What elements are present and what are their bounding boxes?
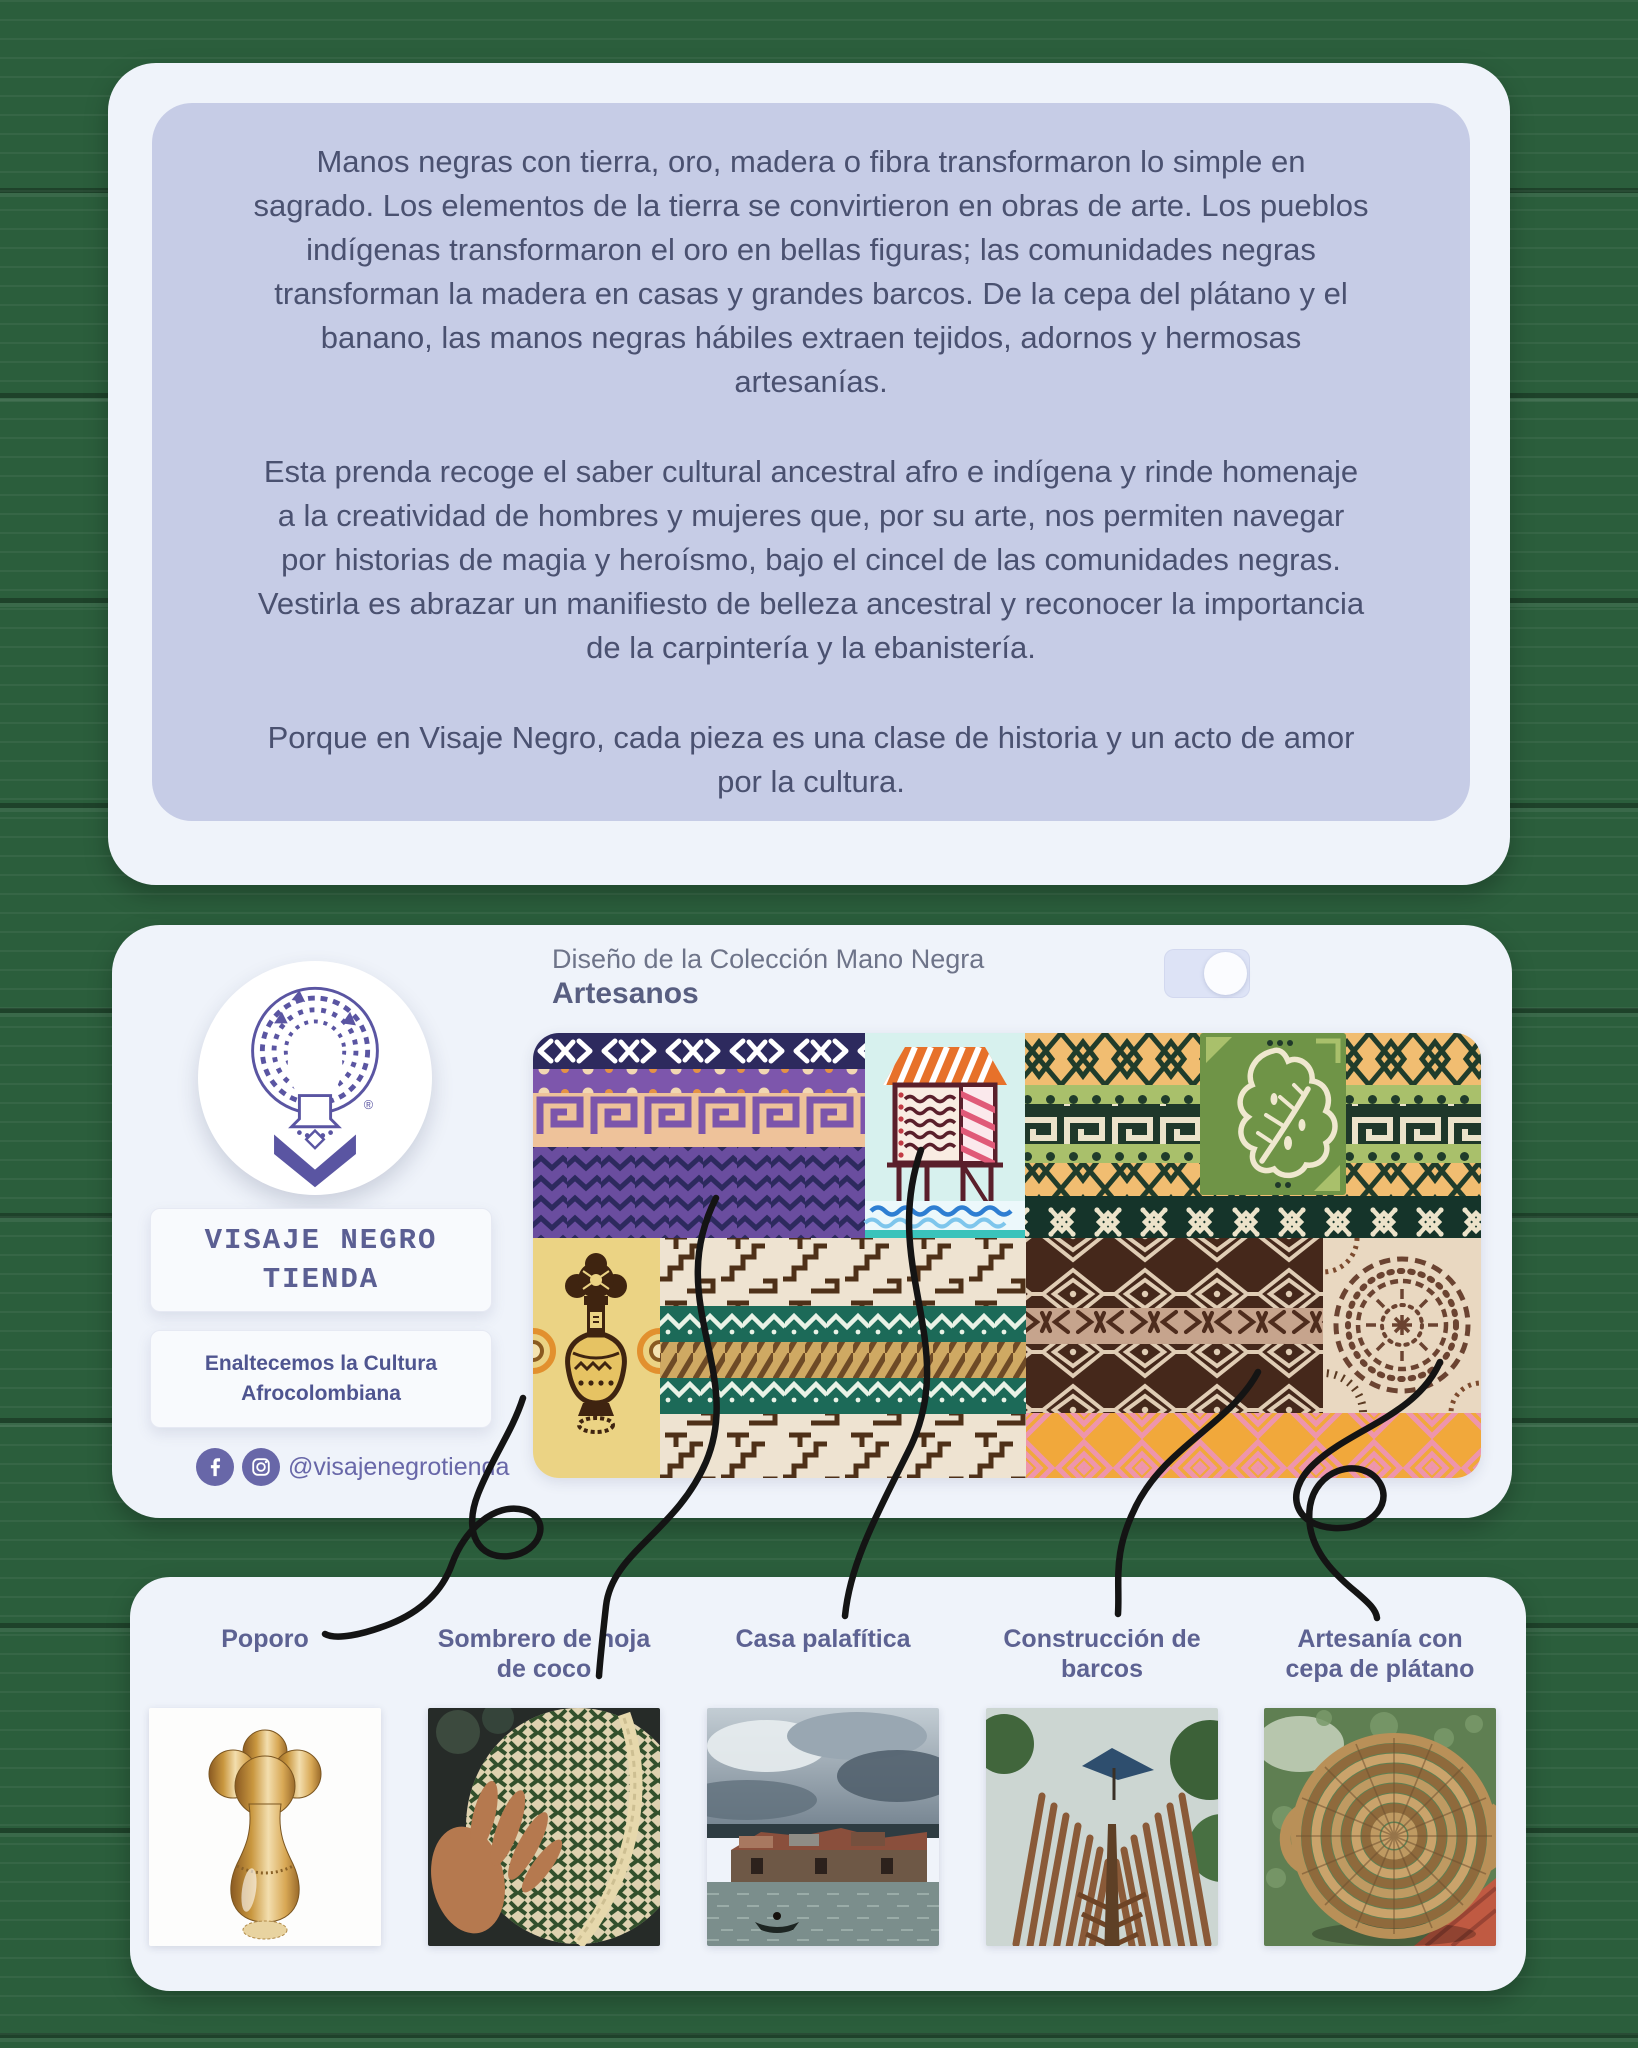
collection-name: Artesanos [552, 977, 699, 1010]
gold-poporo-photo [149, 1708, 381, 1946]
left-pattern-tile [533, 1033, 865, 1238]
store-name-line2: TIENDA [262, 1263, 380, 1296]
store-name-line1: VISAJE NEGRO [204, 1223, 438, 1257]
brand-head-logo [198, 961, 432, 1195]
tagline-line1: Enaltecemos la Cultura [204, 1351, 438, 1375]
registered-mark: ® [363, 1098, 374, 1113]
plantain-stem-basket-photo [1264, 1708, 1496, 1946]
tagline-line2: Afrocolombiana [241, 1382, 401, 1405]
social-handle[interactable]: @visajenegrotienda [288, 1452, 510, 1481]
boat-construction-photo [986, 1708, 1218, 1946]
poporo-tile [533, 1238, 680, 1478]
item-label-poporo: Poporo [221, 1625, 309, 1653]
brand-logo-badge [198, 961, 432, 1195]
step-maze-bands [660, 1238, 1026, 1478]
coconut-leaf-hat-photo [428, 1708, 660, 1946]
chevron-v-icon [274, 1135, 356, 1188]
pattern-collage [533, 1033, 1481, 1478]
brown-lattice-tile [1026, 1238, 1323, 1413]
monstera-leaf-tile [1200, 1033, 1346, 1195]
item-label-sombrero: Sombrero de hoja de coco [437, 1625, 651, 1683]
stilt-house-photo [707, 1708, 939, 1946]
orange-diamond-band [1026, 1413, 1481, 1478]
hero-paragraph-3: Porque en Visaje Negro, cada pieza es una clase de historia y un acto de amor por la cultura. [267, 720, 1355, 800]
facebook-icon[interactable] [196, 1448, 234, 1486]
item-label-casa-palafitica: Casa palafítica [735, 1625, 911, 1653]
view-toggle[interactable] [1164, 949, 1250, 998]
knot-band [1025, 1196, 1481, 1238]
store-name-box [150, 1208, 492, 1312]
stilt-house-illustration [865, 1033, 1025, 1238]
item-label-artesania-platano: Artesanía con cepa de plátano [1285, 1625, 1475, 1683]
tagline-box [150, 1330, 492, 1428]
instagram-icon[interactable] [242, 1448, 280, 1486]
hero-paragraphs [182, 140, 1440, 804]
social-row[interactable] [196, 1448, 509, 1486]
hero-paragraph-1: Manos negras con tierra, oro, madera o fibra transformaron lo simple en sagrado. Los elementos de la tierra se convirtieron en obras de arte. Los pueblos indígenas transformaron el oro en bellas figuras; las comunidades negras transforman la madera en casas y grandes barcos. De la cepa del plátano y el banano, las manos negras hábiles extraen tejidos, adornos y hermosas artesanías. [253, 144, 1369, 400]
collection-label: Diseño de la Colección Mano Negra [552, 944, 985, 974]
toggle-knob[interactable] [1204, 952, 1247, 995]
item-label-construccion-barcos: Construcción de barcos [1003, 1625, 1201, 1683]
hero-paragraph-2: Esta prenda recoge el saber cultural ancestral afro e indígena y rinde homenaje a la creatividad de hombres y mujeres que, por su arte, nos permiten navegar por historias de magia y heroísmo, bajo el cincel de las comunidades negras. Vestirla es abrazar un manifiesto de belleza ancestral y reconocer la importancia de la carpintería y la ebanistería. [257, 454, 1365, 666]
